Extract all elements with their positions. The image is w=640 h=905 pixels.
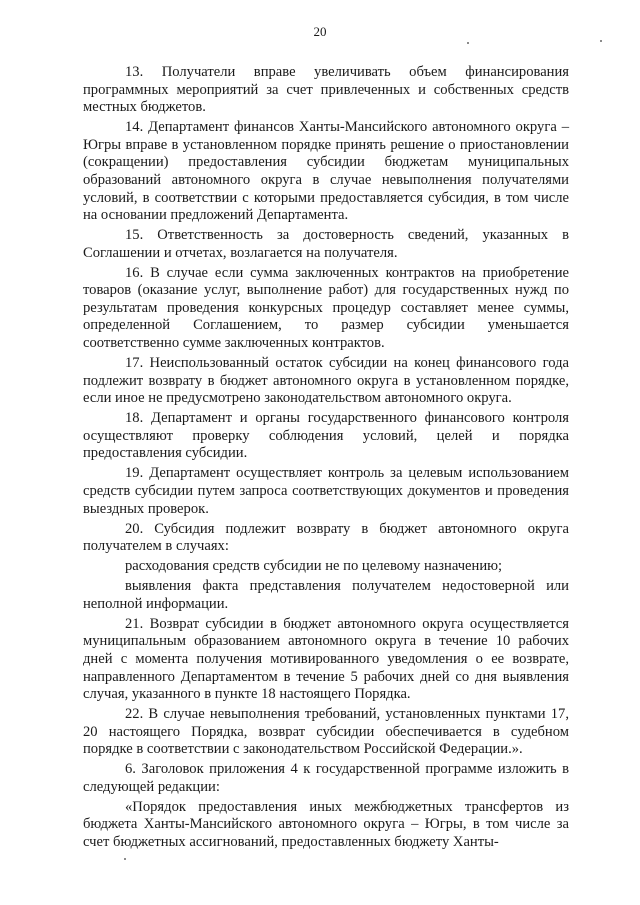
paragraph-17: 17. Неиспользованный остаток субсидии на конец финансового года подлежит возврату в бюджет автономного округа в установленном порядке, если иное не предусмотрено законодательством автономного округа. xyxy=(83,355,569,407)
paragraph-20-case-1: расходования средств субсидии не по целевому назначению; xyxy=(125,558,503,575)
paragraph-20-case-2: выявления факта представления получателем недостоверной или неполной информации. xyxy=(83,578,569,612)
paragraph-15: 15. Ответственность за достоверность сведений, указанных в Соглашении и отчетах, возлагается на получателя. xyxy=(83,227,569,261)
scan-speck xyxy=(600,40,602,42)
paragraph-19: 19. Департамент осуществляет контроль за целевым использованием средств субсидии путем запроса соответствующих документов и проведения выездных проверок. xyxy=(83,465,569,517)
paragraph-21: 21. Возврат субсидии в бюджет автономного округа осуществляется муниципальным образованием автономного округа в течение 10 рабочих дней с момента получения мотивированного уведомления о ее возврате, направленного Департаментом в течение 5 рабочих дней со дня выявления случая, указанного в пункте 18 настоящего Порядка. xyxy=(83,615,569,703)
paragraph-6-heading-change: 6. Заголовок приложения 4 к государственной программе изложить в следующей редакции: xyxy=(83,761,569,795)
paragraph-appendix-title: «Порядок предоставления иных межбюджетных трансфертов из бюджета Ханты-Мансийского автономного округа – Югры, в том числе за счет бюджетных ассигнований, предоставленных бюджету Ханты- xyxy=(83,798,569,851)
paragraph-14: 14. Департамент финансов Ханты-Мансийского автономного округа – Югры вправе в установленном порядке принять решение о приостановлении (сокращении) предоставления субсидии бюджетам муниципальных образований автономного округа в случае невыполнения получателями условий, в соответствии с которыми предоставляется субсидия, в том числе на основании предложений Департамента. xyxy=(83,119,569,224)
paragraph-22: 22. В случае невыполнения требований, установленных пунктами 17, 20 настоящего Порядка, возврат субсидии обеспечивается в судебном порядке в соответствии с законодательством Российской Федерации.». xyxy=(83,706,569,758)
page-number: 20 xyxy=(313,24,327,39)
paragraph-16: 16. В случае если сумма заключенных контрактов на приобретение товаров (оказание услуг, выполнение работ) для государственных нужд по результатам проведения конкурсных процедур составляет менее суммы, определенной Соглашением, то размер субсидии уменьшается соответственно сумме заключенных контрактов. xyxy=(83,264,569,352)
scan-speck xyxy=(467,42,469,44)
paragraph-13: 13. Получатели вправе увеличивать объем финансирования программных мероприятий за счет привлеченных и собственных средств местных бюджетов. xyxy=(83,64,569,116)
paragraph-18: 18. Департамент и органы государственного финансового контроля осуществляют проверку соблюдения условий, целей и порядка предоставления субсидии. xyxy=(83,410,569,462)
paragraph-20: 20. Субсидия подлежит возврату в бюджет автономного округа получателем в случаях: xyxy=(83,520,569,555)
document-body xyxy=(83,64,569,854)
scan-speck xyxy=(124,858,126,860)
